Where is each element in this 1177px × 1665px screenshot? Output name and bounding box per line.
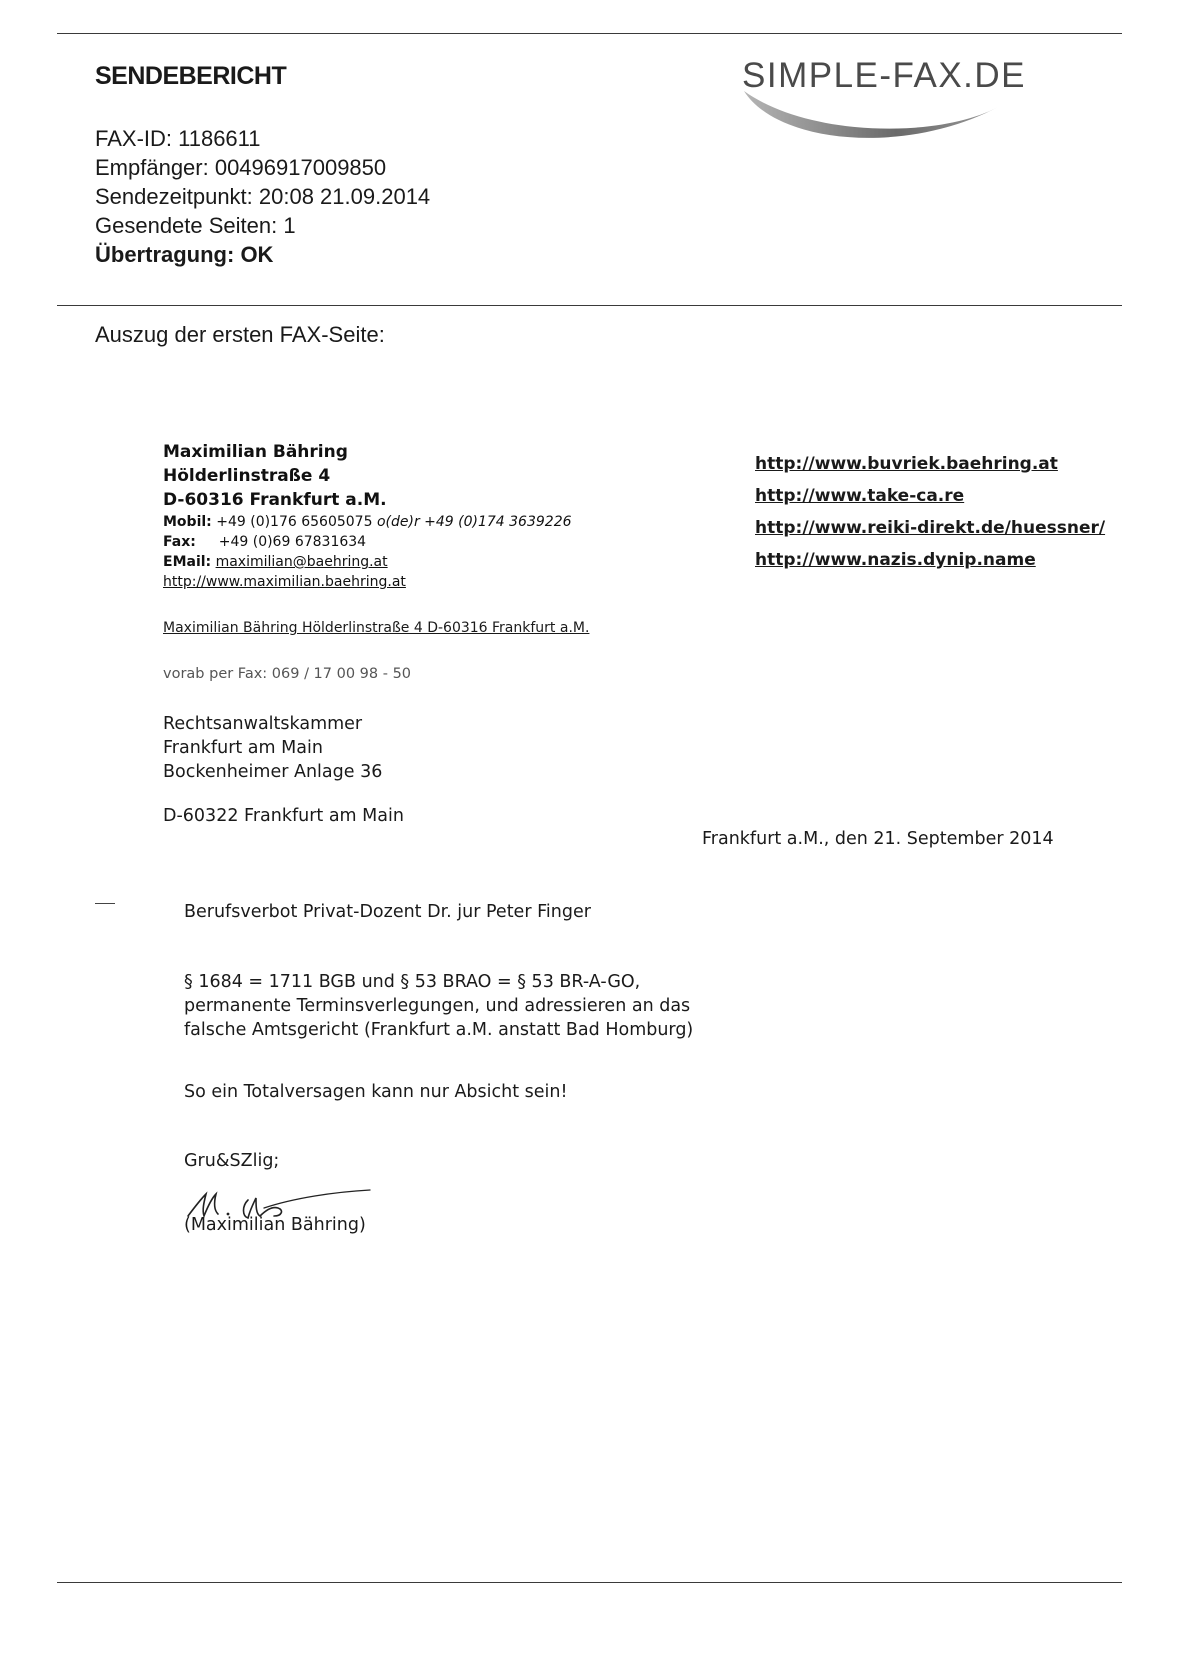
letter-paragraph — [184, 970, 693, 1042]
paragraph-line: falsche Amtsgericht (Frankfurt a.M. anstatt Bad Homburg) — [184, 1020, 694, 1040]
sender-block — [163, 440, 572, 592]
mobil-label: Mobil: — [163, 514, 212, 530]
logo-swoosh — [744, 91, 998, 138]
excerpt-label: Auszug der ersten FAX-Seite: — [95, 322, 385, 347]
fax-id: FAX-ID: 1186611 — [95, 126, 261, 151]
link-reiki[interactable]: http://www.reiki-direkt.de/huessner/ — [755, 518, 1106, 538]
top-divider — [57, 33, 1122, 34]
greeting — [184, 1149, 279, 1173]
fax-label: Fax: — [163, 534, 196, 550]
fax-note: vorab per Fax: 069 / 17 00 98 - 50 — [163, 666, 412, 682]
links-list — [755, 448, 1105, 576]
report-title: SENDEBERICHT — [95, 62, 287, 90]
subject-text: Berufsverbot Privat-Dozent Dr. jur Peter Finger — [184, 902, 591, 922]
sender-website-link[interactable]: http://www.maximilian.baehring.at — [163, 574, 406, 590]
email-label: EMail: — [163, 554, 212, 570]
recipient-line2: Frankfurt am Main — [163, 738, 323, 758]
closing-text: So ein Totalversagen kann nur Absicht sein! — [184, 1082, 568, 1102]
recipient-city: D-60322 Frankfurt am Main — [163, 806, 404, 826]
mobil-or: o(de)r — [376, 514, 420, 530]
recipient-line1: Rechtsanwaltskammer — [163, 714, 363, 734]
sender-street: Hölderlinstraße 4 — [163, 466, 331, 486]
fold-mark — [95, 903, 115, 904]
mobil-alt: +49 (0)174 3639226 — [424, 514, 572, 530]
sender-mobil — [163, 512, 572, 532]
signature-name: (Maximilian Bähring) — [184, 1215, 366, 1235]
recipient-block — [163, 712, 382, 784]
link-buvriek[interactable]: http://www.buvriek.baehring.at — [755, 454, 1058, 474]
return-address: Maximilian Bähring Hölderlinstraße 4 D-60316 Frankfurt a.M. — [163, 620, 590, 636]
bottom-divider — [57, 1582, 1122, 1583]
sender-email — [163, 552, 572, 572]
sender-name: Maximilian Bähring — [163, 442, 348, 462]
sender-fax — [163, 532, 572, 552]
simple-fax-logo — [738, 55, 1098, 145]
email-link[interactable]: maximilian@baehring.at — [215, 554, 388, 570]
logo-text: SIMPLE-FAX.DE — [742, 56, 1027, 95]
recipient-number: Empfänger: 00496917009850 — [95, 155, 387, 180]
recipient-line3: Bockenheimer Anlage 36 — [163, 762, 383, 782]
transmission-status: Übertragung: OK — [95, 242, 274, 267]
letter-subject — [184, 900, 591, 924]
link-take-care[interactable]: http://www.take-ca.re — [755, 486, 965, 506]
paragraph-line: § 1684 = 1711 BGB und § 53 BRAO = § 53 BR-A-GO, — [184, 972, 641, 992]
pages-sent: Gesendete Seiten: 1 — [95, 213, 296, 238]
letter-date: Frankfurt a.M., den 21. September 2014 — [702, 829, 1054, 849]
report-meta — [95, 124, 430, 269]
mobil-value: +49 (0)176 65605075 — [216, 514, 373, 530]
greeting-text: Gru&SZlig; — [184, 1151, 280, 1171]
paragraph-line: permanente Terminsverlegungen, und adressieren an das — [184, 996, 691, 1016]
section-divider — [57, 305, 1122, 306]
fax-value: +49 (0)69 67831634 — [218, 534, 367, 550]
closing-statement — [184, 1080, 568, 1104]
link-dynip[interactable]: http://www.nazis.dynip.name — [755, 550, 1036, 570]
send-time: Sendezeitpunkt: 20:08 21.09.2014 — [95, 184, 431, 209]
signature-name-block — [184, 1213, 366, 1237]
sender-city: D-60316 Frankfurt a.M. — [163, 490, 387, 510]
